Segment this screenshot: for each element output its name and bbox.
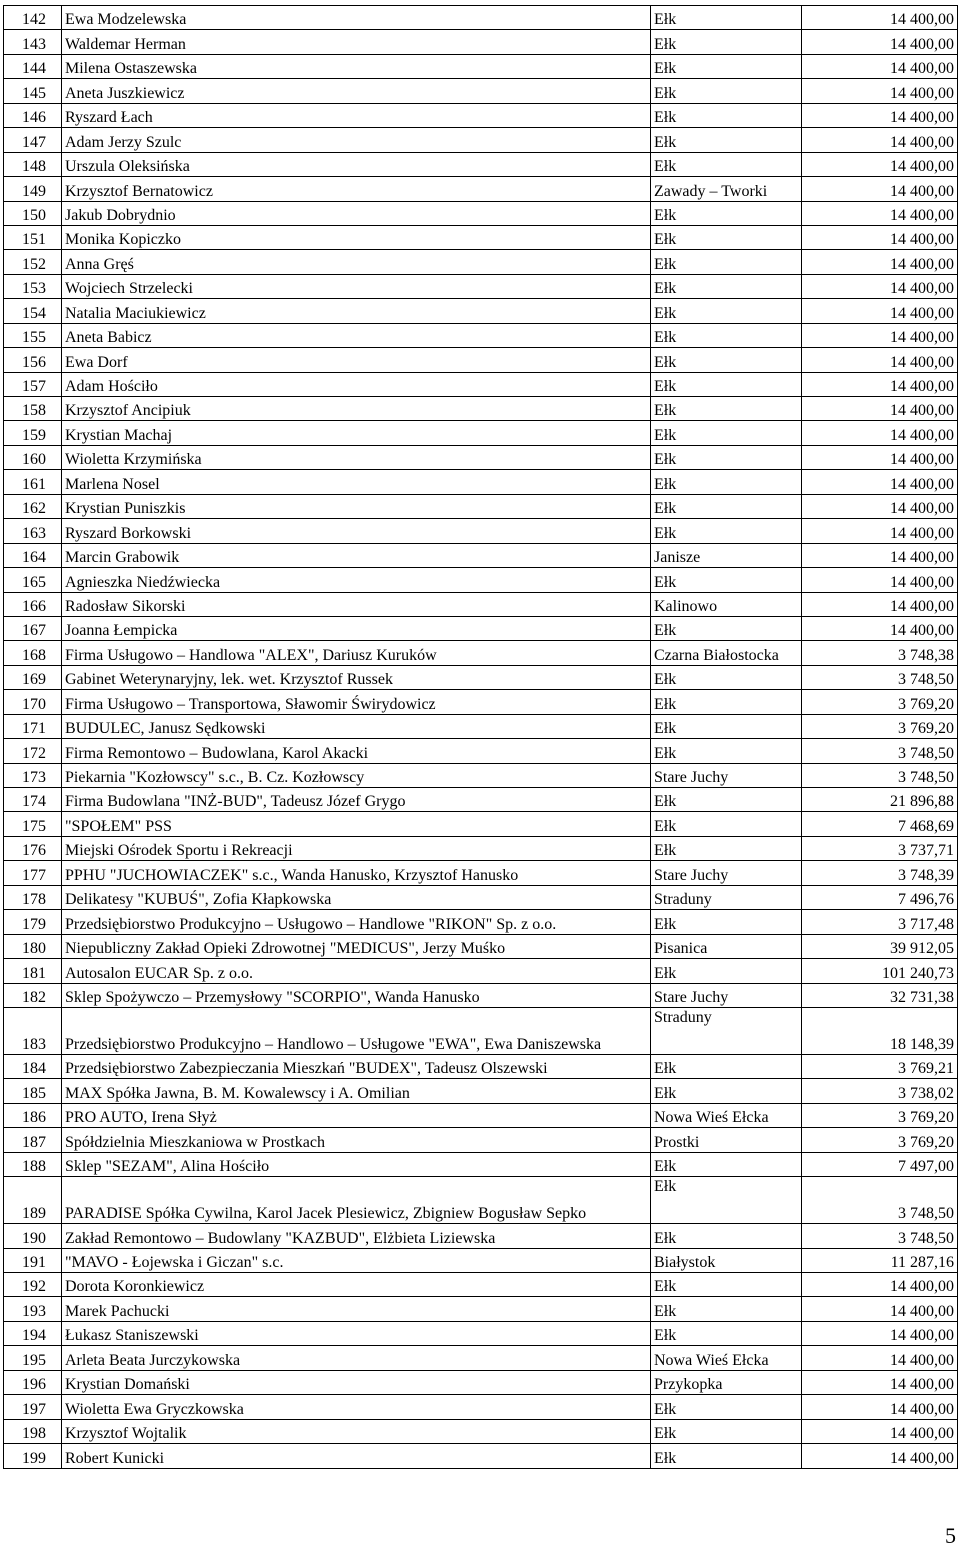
table-row (4, 128, 958, 152)
row-number: 157 (4, 372, 62, 396)
amount: 3 717,48 (802, 910, 958, 934)
amount: 101 240,73 (802, 959, 958, 983)
recipient-name: Aneta Babicz (62, 323, 651, 347)
recipient-place: Ełk (651, 274, 802, 298)
recipient-name: PRO AUTO, Irena Słyż (62, 1103, 651, 1127)
row-number: 159 (4, 421, 62, 445)
amount: 3 769,20 (802, 1103, 958, 1127)
recipient-name: Przedsiębiorstwo Produkcyjno – Handlowo – Usługowe "EWA", Ewa Daniszewska (62, 1007, 651, 1054)
recipient-place: Ełk (651, 616, 802, 640)
recipient-place: Nowa Wieś Ełcka (651, 1103, 802, 1127)
row-number: 195 (4, 1346, 62, 1370)
amount: 3 748,50 (802, 739, 958, 763)
amount: 14 400,00 (802, 348, 958, 372)
recipient-place: Ełk (651, 494, 802, 518)
amount: 7 496,76 (802, 885, 958, 909)
row-number: 155 (4, 323, 62, 347)
recipient-place: Białystok (651, 1248, 802, 1272)
recipient-place: Ełk (651, 1079, 802, 1103)
amount: 14 400,00 (802, 568, 958, 592)
recipient-name: MAX Spółka Jawna, B. M. Kowalewscy i A. Omilian (62, 1079, 651, 1103)
table-row (4, 763, 958, 787)
row-number: 158 (4, 397, 62, 421)
amount: 14 400,00 (802, 299, 958, 323)
recipient-name: Arleta Beata Jurczykowska (62, 1346, 651, 1370)
recipient-name: Wioletta Ewa Gryczkowska (62, 1395, 651, 1419)
table-row (4, 1297, 958, 1321)
recipient-place: Stare Juchy (651, 763, 802, 787)
table-row (4, 592, 958, 616)
recipient-place: Ełk (651, 103, 802, 127)
amount: 14 400,00 (802, 54, 958, 78)
row-number: 150 (4, 201, 62, 225)
row-number: 163 (4, 519, 62, 543)
row-number: 148 (4, 152, 62, 176)
table-row (4, 1054, 958, 1078)
recipient-place: Ełk (651, 739, 802, 763)
amount: 32 731,38 (802, 983, 958, 1007)
table-row (4, 421, 958, 445)
amount: 14 400,00 (802, 470, 958, 494)
recipient-place: Ełk (651, 225, 802, 249)
recipient-place: Ełk (651, 79, 802, 103)
row-number: 182 (4, 983, 62, 1007)
recipient-place: Ełk (651, 152, 802, 176)
amount: 14 400,00 (802, 1297, 958, 1321)
recipient-place: Ełk (651, 714, 802, 738)
recipient-place: Ełk (651, 1224, 802, 1248)
recipient-place: Ełk (651, 1321, 802, 1345)
recipient-place: Ełk (651, 323, 802, 347)
table-row (4, 6, 958, 30)
table-row (4, 1273, 958, 1297)
row-number: 174 (4, 788, 62, 812)
table-row (4, 1152, 958, 1176)
table-row (4, 1395, 958, 1419)
recipient-name: PPHU "JUCHOWIACZEK" s.c., Wanda Hanusko, Krzysztof Hanusko (62, 861, 651, 885)
recipient-place: Pisanica (651, 934, 802, 958)
recipient-name: Anna Gręś (62, 250, 651, 274)
row-number: 149 (4, 177, 62, 201)
recipient-place: Ełk (651, 690, 802, 714)
amount: 14 400,00 (802, 543, 958, 567)
recipient-place: Ełk (651, 372, 802, 396)
amount: 18 148,39 (802, 1007, 958, 1054)
table-row (4, 836, 958, 860)
table-row (4, 1419, 958, 1443)
recipient-name: Joanna Łempicka (62, 616, 651, 640)
row-number: 185 (4, 1079, 62, 1103)
table-row (4, 348, 958, 372)
table-row (4, 1177, 958, 1224)
table-row (4, 1224, 958, 1248)
table-row (4, 177, 958, 201)
amount: 14 400,00 (802, 6, 958, 30)
recipient-place: Ełk (651, 6, 802, 30)
row-number: 175 (4, 812, 62, 836)
amount: 3 769,20 (802, 714, 958, 738)
row-number: 194 (4, 1321, 62, 1345)
recipient-place: Ełk (651, 1152, 802, 1176)
recipient-name: BUDULEC, Janusz Sędkowski (62, 714, 651, 738)
recipient-place: Ełk (651, 201, 802, 225)
recipient-name: Jakub Dobrydnio (62, 201, 651, 225)
table-row (4, 641, 958, 665)
recipient-place: Janisze (651, 543, 802, 567)
row-number: 179 (4, 910, 62, 934)
recipient-name: Delikatesy "KUBUŚ", Zofia Kłapkowska (62, 885, 651, 909)
recipient-name: Ryszard Borkowski (62, 519, 651, 543)
recipients-table (3, 5, 958, 1469)
table-row (4, 1370, 958, 1394)
table-row (4, 690, 958, 714)
recipient-name: Przedsiębiorstwo Produkcyjno – Usługowo – Handlowe "RIKON" Sp. z o.o. (62, 910, 651, 934)
amount: 3 737,71 (802, 836, 958, 860)
recipient-name: Krystian Machaj (62, 421, 651, 445)
recipient-place: Ełk (651, 128, 802, 152)
row-number: 172 (4, 739, 62, 763)
recipient-place: Ełk (651, 250, 802, 274)
row-number: 167 (4, 616, 62, 640)
recipient-place: Ełk (651, 1419, 802, 1443)
recipient-name: Miejski Ośrodek Sportu i Rekreacji (62, 836, 651, 860)
recipient-name: Krystian Puniszkis (62, 494, 651, 518)
row-number: 186 (4, 1103, 62, 1127)
amount: 14 400,00 (802, 1395, 958, 1419)
recipient-place: Ełk (651, 54, 802, 78)
recipient-name: Gabinet Weterynaryjny, lek. wet. Krzysztof Russek (62, 665, 651, 689)
amount: 14 400,00 (802, 519, 958, 543)
recipient-name: Dorota Koronkiewicz (62, 1273, 651, 1297)
row-number: 145 (4, 79, 62, 103)
row-number: 173 (4, 763, 62, 787)
recipient-place: Ełk (651, 299, 802, 323)
row-number: 154 (4, 299, 62, 323)
amount: 3 769,20 (802, 690, 958, 714)
row-number: 178 (4, 885, 62, 909)
row-number: 192 (4, 1273, 62, 1297)
amount: 14 400,00 (802, 1419, 958, 1443)
table-row (4, 30, 958, 54)
amount: 3 769,21 (802, 1054, 958, 1078)
amount: 3 748,50 (802, 763, 958, 787)
recipient-place: Ełk (651, 788, 802, 812)
row-number: 180 (4, 934, 62, 958)
recipient-name: Zakład Remontowo – Budowlany "KAZBUD", Elżbieta Liziewska (62, 1224, 651, 1248)
recipient-name: Marcin Grabowik (62, 543, 651, 567)
row-number: 197 (4, 1395, 62, 1419)
recipient-name: Firma Usługowo – Handlowa "ALEX", Dariusz Kuruków (62, 641, 651, 665)
row-number: 188 (4, 1152, 62, 1176)
amount: 14 400,00 (802, 225, 958, 249)
recipient-place: Przykopka (651, 1370, 802, 1394)
row-number: 161 (4, 470, 62, 494)
amount: 11 287,16 (802, 1248, 958, 1272)
row-number: 166 (4, 592, 62, 616)
table-row (4, 1103, 958, 1127)
recipient-name: Krzysztof Bernatowicz (62, 177, 651, 201)
table-row (4, 616, 958, 640)
recipient-name: Wojciech Strzelecki (62, 274, 651, 298)
recipient-place: Ełk (651, 836, 802, 860)
recipient-place: Kalinowo (651, 592, 802, 616)
recipient-place: Zawady – Tworki (651, 177, 802, 201)
table-row (4, 812, 958, 836)
amount: 3 748,50 (802, 665, 958, 689)
row-number: 152 (4, 250, 62, 274)
recipient-name: Ewa Modzelewska (62, 6, 651, 30)
amount: 14 400,00 (802, 177, 958, 201)
amount: 14 400,00 (802, 1370, 958, 1394)
recipient-place: Ełk (651, 348, 802, 372)
recipient-name: Marlena Nosel (62, 470, 651, 494)
amount: 14 400,00 (802, 1321, 958, 1345)
recipient-name: Łukasz Staniszewski (62, 1321, 651, 1345)
recipient-place: Nowa Wieś Ełcka (651, 1346, 802, 1370)
row-number: 162 (4, 494, 62, 518)
row-number: 190 (4, 1224, 62, 1248)
row-number: 169 (4, 665, 62, 689)
recipient-place: Ełk (651, 1444, 802, 1468)
amount: 14 400,00 (802, 592, 958, 616)
row-number: 199 (4, 1444, 62, 1468)
table-row (4, 1128, 958, 1152)
table-row (4, 1444, 958, 1468)
recipient-place: Ełk (651, 959, 802, 983)
table-row (4, 152, 958, 176)
table-row (4, 299, 958, 323)
row-number: 144 (4, 54, 62, 78)
row-number: 146 (4, 103, 62, 127)
table-row (4, 885, 958, 909)
table-row (4, 1248, 958, 1272)
recipient-name: Agnieszka Niedźwiecka (62, 568, 651, 592)
amount: 21 896,88 (802, 788, 958, 812)
row-number: 153 (4, 274, 62, 298)
recipient-place: Ełk (651, 1273, 802, 1297)
amount: 14 400,00 (802, 616, 958, 640)
row-number: 181 (4, 959, 62, 983)
row-number: 165 (4, 568, 62, 592)
recipient-name: Urszula Oleksińska (62, 152, 651, 176)
table-row (4, 910, 958, 934)
amount: 14 400,00 (802, 445, 958, 469)
recipient-name: Spółdzielnia Mieszkaniowa w Prostkach (62, 1128, 651, 1152)
recipients-table-body (4, 6, 958, 1469)
row-number: 176 (4, 836, 62, 860)
amount: 3 748,50 (802, 1224, 958, 1248)
amount: 14 400,00 (802, 421, 958, 445)
table-row (4, 225, 958, 249)
amount: 14 400,00 (802, 201, 958, 225)
recipient-place: Prostki (651, 1128, 802, 1152)
amount: 39 912,05 (802, 934, 958, 958)
table-row (4, 1346, 958, 1370)
table-row (4, 79, 958, 103)
recipient-place: Ełk (651, 1054, 802, 1078)
recipient-name: Waldemar Herman (62, 30, 651, 54)
row-number: 193 (4, 1297, 62, 1321)
recipient-name: "MAVO - Łojewska i Giczan" s.c. (62, 1248, 651, 1272)
amount: 3 748,38 (802, 641, 958, 665)
recipient-name: Sklep "SEZAM", Alina Hościło (62, 1152, 651, 1176)
recipient-place: Ełk (651, 1395, 802, 1419)
recipient-name: Firma Remontowo – Budowlana, Karol Akacki (62, 739, 651, 763)
row-number: 151 (4, 225, 62, 249)
recipient-name: Ewa Dorf (62, 348, 651, 372)
recipient-place: Ełk (651, 470, 802, 494)
recipient-place: Ełk (651, 1297, 802, 1321)
table-row (4, 543, 958, 567)
recipient-name: Monika Kopiczko (62, 225, 651, 249)
recipient-place: Ełk (651, 665, 802, 689)
recipient-place: Ełk (651, 568, 802, 592)
table-row (4, 250, 958, 274)
amount: 14 400,00 (802, 397, 958, 421)
row-number: 183 (4, 1007, 62, 1054)
amount: 14 400,00 (802, 323, 958, 347)
row-number: 156 (4, 348, 62, 372)
table-row (4, 201, 958, 225)
recipient-place: Ełk (651, 910, 802, 934)
recipient-name: "SPOŁEM" PSS (62, 812, 651, 836)
table-row (4, 739, 958, 763)
table-row (4, 274, 958, 298)
row-number: 147 (4, 128, 62, 152)
amount: 14 400,00 (802, 103, 958, 127)
row-number: 177 (4, 861, 62, 885)
table-row (4, 861, 958, 885)
recipient-name: Wioletta Krzymińska (62, 445, 651, 469)
recipient-name: Krzysztof Ancipiuk (62, 397, 651, 421)
table-row (4, 714, 958, 738)
recipient-name: Firma Usługowo – Transportowa, Sławomir Świrydowicz (62, 690, 651, 714)
table-row (4, 959, 958, 983)
recipient-place: Ełk (651, 397, 802, 421)
recipient-place: Ełk (651, 30, 802, 54)
amount: 14 400,00 (802, 1444, 958, 1468)
recipient-place: Stare Juchy (651, 861, 802, 885)
recipient-name: Radosław Sikorski (62, 592, 651, 616)
amount: 14 400,00 (802, 79, 958, 103)
amount: 14 400,00 (802, 152, 958, 176)
row-number: 168 (4, 641, 62, 665)
amount: 14 400,00 (802, 1273, 958, 1297)
recipient-name: Marek Pachucki (62, 1297, 651, 1321)
amount: 3 769,20 (802, 1128, 958, 1152)
recipient-name: Krystian Domański (62, 1370, 651, 1394)
recipient-place: Stare Juchy (651, 983, 802, 1007)
recipient-place: Straduny (651, 885, 802, 909)
recipient-name: Autosalon EUCAR Sp. z o.o. (62, 959, 651, 983)
amount: 14 400,00 (802, 274, 958, 298)
amount: 3 748,39 (802, 861, 958, 885)
recipient-name: PARADISE Spółka Cywilna, Karol Jacek Plesiewicz, Zbigniew Bogusław Sepko (62, 1177, 651, 1224)
table-row (4, 397, 958, 421)
recipient-name: Adam Jerzy Szulc (62, 128, 651, 152)
recipient-name: Niepubliczny Zakład Opieki Zdrowotnej "MEDICUS", Jerzy Muśko (62, 934, 651, 958)
row-number: 170 (4, 690, 62, 714)
page-number: 5 (945, 1523, 956, 1548)
table-row (4, 494, 958, 518)
table-row (4, 983, 958, 1007)
row-number: 142 (4, 6, 62, 30)
table-row (4, 1007, 958, 1054)
amount: 14 400,00 (802, 128, 958, 152)
table-row (4, 54, 958, 78)
table-row (4, 665, 958, 689)
amount: 7 497,00 (802, 1152, 958, 1176)
recipient-place: Czarna Białostocka (651, 641, 802, 665)
amount: 14 400,00 (802, 30, 958, 54)
table-row (4, 568, 958, 592)
row-number: 160 (4, 445, 62, 469)
table-row (4, 470, 958, 494)
amount: 7 468,69 (802, 812, 958, 836)
amount: 14 400,00 (802, 494, 958, 518)
recipient-name: Aneta Juszkiewicz (62, 79, 651, 103)
row-number: 189 (4, 1177, 62, 1224)
amount: 14 400,00 (802, 372, 958, 396)
recipient-name: Przedsiębiorstwo Zabezpieczania Mieszkań "BUDEX", Tadeusz Olszewski (62, 1054, 651, 1078)
recipient-name: Firma Budowlana "INŻ-BUD", Tadeusz Józef Grygo (62, 788, 651, 812)
row-number: 184 (4, 1054, 62, 1078)
recipient-name: Ryszard Łach (62, 103, 651, 127)
row-number: 198 (4, 1419, 62, 1443)
amount: 14 400,00 (802, 250, 958, 274)
table-row (4, 372, 958, 396)
row-number: 143 (4, 30, 62, 54)
row-number: 196 (4, 1370, 62, 1394)
recipient-name: Milena Ostaszewska (62, 54, 651, 78)
table-row (4, 519, 958, 543)
recipient-place: Ełk (651, 421, 802, 445)
amount: 3 738,02 (802, 1079, 958, 1103)
recipient-place: Ełk (651, 812, 802, 836)
recipient-name: Adam Hościło (62, 372, 651, 396)
recipient-place: Ełk (651, 1177, 802, 1224)
table-row (4, 1321, 958, 1345)
table-row (4, 934, 958, 958)
table-row (4, 103, 958, 127)
row-number: 171 (4, 714, 62, 738)
recipient-place: Straduny (651, 1007, 802, 1054)
row-number: 187 (4, 1128, 62, 1152)
recipient-place: Ełk (651, 445, 802, 469)
recipient-name: Robert Kunicki (62, 1444, 651, 1468)
table-row (4, 445, 958, 469)
table-row (4, 788, 958, 812)
recipient-name: Krzysztof Wojtalik (62, 1419, 651, 1443)
recipient-name: Piekarnia "Kozłowscy" s.c., B. Cz. Kozłowscy (62, 763, 651, 787)
row-number: 191 (4, 1248, 62, 1272)
recipient-name: Natalia Maciukiewicz (62, 299, 651, 323)
table-row (4, 1079, 958, 1103)
table-row (4, 323, 958, 347)
amount: 3 748,50 (802, 1177, 958, 1224)
recipient-name: Sklep Spożywczo – Przemysłowy "SCORPIO", Wanda Hanusko (62, 983, 651, 1007)
row-number: 164 (4, 543, 62, 567)
amount: 14 400,00 (802, 1346, 958, 1370)
recipient-place: Ełk (651, 519, 802, 543)
